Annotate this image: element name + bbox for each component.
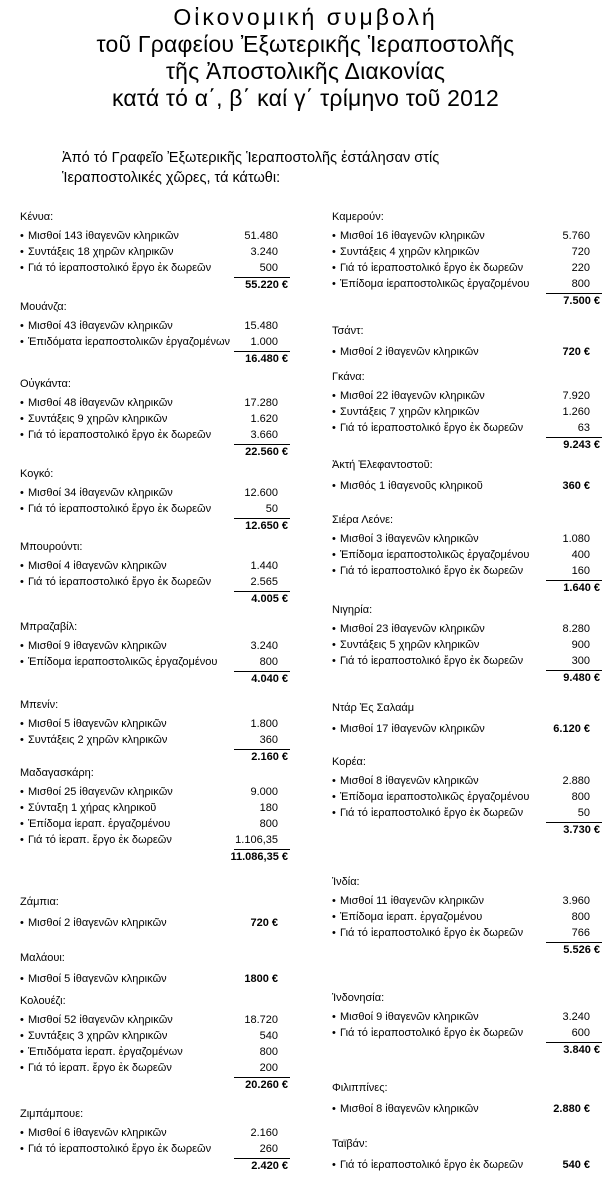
line-label: Μισθοί 143 ἰθαγενῶν κληρικῶν <box>28 230 179 242</box>
line-amount: 400 <box>571 549 590 561</box>
page-title <box>0 4 611 112</box>
section-total: 2.420 € <box>251 1160 288 1172</box>
country-name: Νιγηρία: <box>332 604 373 616</box>
bullet-icon: • <box>332 390 336 402</box>
line-label: Μισθοί 9 ἰθαγενῶν κληρικῶν <box>340 1011 479 1023</box>
line-amount: 15.480 <box>244 320 278 332</box>
line-amount: 720 € <box>250 917 278 929</box>
line-amount: 900 <box>571 639 590 651</box>
country-name: Κένυα: <box>20 211 54 223</box>
bullet-icon: • <box>20 640 24 652</box>
budget-line <box>332 1009 602 1025</box>
budget-line <box>332 388 602 404</box>
section-total: 1.640 € <box>563 582 600 594</box>
budget-line <box>20 244 290 260</box>
line-amount: 1.800 <box>250 718 278 730</box>
line-label: Ἐπίδομα ἱεραποστολικῶς ἐργαζομένου <box>340 549 530 561</box>
country-section <box>332 1081 602 1117</box>
bullet-icon: • <box>20 973 24 985</box>
line-label: Γιά τό ἱεραποστολικό ἔργο ἐκ δωρεῶν <box>28 576 212 588</box>
line-amount: 2.880 € <box>553 1103 590 1115</box>
line-label: Γιά τό ἱεραποστολικό ἔργο ἐκ δωρεῶν <box>28 429 212 441</box>
line-amount: 800 <box>259 656 278 668</box>
budget-line <box>332 805 602 821</box>
intro-line-2: Ἱεραποστολικές χῶρες, τά κάτωθι: <box>62 170 281 186</box>
country-section <box>20 620 290 686</box>
country-name: Μουάνζα: <box>20 301 67 313</box>
budget-line <box>332 244 602 260</box>
country-section <box>332 755 602 837</box>
line-label: Μισθοί 6 ἰθαγενῶν κληρικῶν <box>28 1127 167 1139</box>
section-total: 12.650 € <box>245 520 288 532</box>
line-amount: 160 <box>571 565 590 577</box>
line-label: Συντάξεις 5 χηρῶν κληρικῶν <box>340 639 480 651</box>
line-amount: 9.000 <box>250 786 278 798</box>
country-section <box>332 458 602 494</box>
country-name: Μπραζαβίλ: <box>20 621 78 633</box>
line-amount: 1.000 <box>250 336 278 348</box>
line-label: Γιά τό ἱεραποστολικό ἔργο ἐκ δωρεῶν <box>28 503 212 515</box>
intro-text <box>62 148 602 188</box>
budget-line <box>332 721 602 737</box>
bullet-icon: • <box>20 786 24 798</box>
budget-line <box>20 654 290 670</box>
budget-line <box>20 1125 290 1141</box>
section-total: 3.730 € <box>563 824 600 836</box>
section-total: 9.480 € <box>563 672 600 684</box>
line-label: Μισθοί 25 ἰθαγενῶν κληρικῶν <box>28 786 173 798</box>
bullet-icon: • <box>20 917 24 929</box>
budget-line <box>20 485 290 501</box>
country-name: Κολουέζι: <box>20 995 66 1007</box>
country-name: Ζάμπια: <box>20 896 59 908</box>
line-amount: 300 <box>571 655 590 667</box>
bullet-icon: • <box>332 791 336 803</box>
country-section <box>20 300 290 366</box>
country-name: Σιέρα Λεόνε: <box>332 514 394 526</box>
country-section <box>332 701 602 737</box>
bullet-icon: • <box>20 487 24 499</box>
bullet-icon: • <box>20 834 24 846</box>
bullet-icon: • <box>332 927 336 939</box>
budget-line <box>332 420 602 436</box>
section-total: 22.560 € <box>245 446 288 458</box>
line-label: Γιά τό ἱεραποστολικό ἔργο ἐκ δωρεῶν <box>340 655 524 667</box>
budget-line <box>20 1012 290 1028</box>
bullet-icon: • <box>332 533 336 545</box>
country-section <box>20 210 290 292</box>
line-amount: 500 <box>259 262 278 274</box>
line-label: Μισθοί 9 ἰθαγενῶν κληρικῶν <box>28 640 167 652</box>
bullet-icon: • <box>20 802 24 814</box>
line-amount: 12.600 <box>244 487 278 499</box>
line-label: Ἐπιδόματα ἱεραπ. ἐργαζομένων <box>28 1046 183 1058</box>
bullet-icon: • <box>20 246 24 258</box>
budget-line <box>20 318 290 334</box>
budget-line <box>332 621 602 637</box>
line-label: Ἐπιδόματα ἱεραποστολικῶν ἐργαζομένων <box>28 336 231 348</box>
bullet-icon: • <box>20 1046 24 1058</box>
line-amount: 540 <box>259 1030 278 1042</box>
line-amount: 260 <box>259 1143 278 1155</box>
country-name: Μαλάουι: <box>20 952 65 964</box>
country-name: Ταϊβάν: <box>332 1138 368 1150</box>
bullet-icon: • <box>332 406 336 418</box>
line-label: Μισθοί 8 ἰθαγενῶν κληρικῶν <box>340 1103 479 1115</box>
budget-line <box>20 334 290 350</box>
country-section <box>332 210 602 308</box>
title-line-2: τοῦ Γραφείου Ἐξωτερικῆς Ἱεραποστολῆς <box>96 31 515 57</box>
budget-line <box>332 773 602 789</box>
country-name: Ἀκτή Ἐλεφαντοστοῦ: <box>332 459 433 471</box>
line-label: Γιά τό ἱεραπ. ἔργο ἐκ δωρεῶν <box>28 1062 172 1074</box>
line-amount: 3.240 <box>250 640 278 652</box>
bullet-icon: • <box>20 818 24 830</box>
line-label: Μισθοί 17 ἰθαγενῶν κληρικῶν <box>340 723 485 735</box>
line-label: Μισθοί 8 ἰθαγενῶν κληρικῶν <box>340 775 479 787</box>
budget-line <box>20 1060 290 1076</box>
section-total: 5.526 € <box>563 944 600 956</box>
country-section <box>20 994 290 1092</box>
line-amount: 720 € <box>562 346 590 358</box>
intro-line-1: Ἀπό τό Γραφεῖο Ἐξωτερικῆς Ἱεραποστολῆς ἐστάλησαν στίς <box>62 150 440 166</box>
country-section <box>332 324 602 360</box>
budget-line <box>332 547 602 563</box>
budget-line <box>20 574 290 590</box>
line-amount: 50 <box>577 807 590 819</box>
bullet-icon: • <box>20 1014 24 1026</box>
country-name: Ντάρ Ἐς Σαλαάμ <box>332 702 415 714</box>
bullet-icon: • <box>332 1011 336 1023</box>
bullet-icon: • <box>332 655 336 667</box>
line-amount: 800 <box>259 818 278 830</box>
bullet-icon: • <box>332 262 336 274</box>
budget-line <box>332 909 602 925</box>
bullet-icon: • <box>20 1143 24 1155</box>
line-amount: 360 <box>259 734 278 746</box>
line-amount: 7.920 <box>562 390 590 402</box>
line-label: Μισθοί 2 ἰθαγενῶν κληρικῶν <box>340 346 479 358</box>
bullet-icon: • <box>20 576 24 588</box>
country-section <box>20 766 290 864</box>
section-total: 4.040 € <box>251 673 288 685</box>
country-section <box>20 1107 290 1173</box>
bullet-icon: • <box>332 723 336 735</box>
line-amount: 6.120 € <box>553 723 590 735</box>
bullet-icon: • <box>332 911 336 923</box>
budget-line <box>20 915 290 931</box>
bullet-icon: • <box>332 1159 336 1171</box>
line-amount: 766 <box>571 927 590 939</box>
line-label: Γιά τό ἱεραποστολικό ἔργο ἐκ δωρεῶν <box>340 1159 524 1171</box>
line-label: Μισθός 1 ἰθαγενοῦς κληρικοῦ <box>340 480 483 492</box>
line-label: Γιά τό ἱεραποστολικό ἔργο ἐκ δωρεῶν <box>340 1027 524 1039</box>
line-amount: 3.960 <box>562 895 590 907</box>
country-name: Οὐγκάντα: <box>20 378 71 390</box>
line-label: Συντάξεις 9 χηρῶν κληρικῶν <box>28 413 168 425</box>
line-amount: 5.760 <box>562 230 590 242</box>
budget-line <box>20 427 290 443</box>
section-total: 7.500 € <box>563 295 600 307</box>
country-name: Μπουρούντι: <box>20 541 83 553</box>
budget-line <box>332 344 602 360</box>
line-label: Γιά τό ἱεραποστολικό ἔργο ἐκ δωρεῶν <box>340 262 524 274</box>
line-label: Συντάξεις 2 χηρῶν κληρικῶν <box>28 734 168 746</box>
line-amount: 17.280 <box>244 397 278 409</box>
title-line-4: κατά τό α΄, β΄ καί γ΄ τρίμηνο τοῦ 2012 <box>111 85 500 111</box>
country-section <box>20 698 290 764</box>
budget-line <box>332 1101 602 1117</box>
line-label: Μισθοί 11 ἰθαγενῶν κληρικῶν <box>340 895 484 907</box>
line-label: Ἐπίδομα ἱεραποστολικῶς ἐργαζομένου <box>28 656 218 668</box>
bullet-icon: • <box>332 480 336 492</box>
budget-line <box>20 784 290 800</box>
bullet-icon: • <box>20 503 24 515</box>
line-label: Συντάξεις 7 χηρῶν κληρικῶν <box>340 406 480 418</box>
line-amount: 600 <box>571 1027 590 1039</box>
bullet-icon: • <box>332 246 336 258</box>
bullet-icon: • <box>20 320 24 332</box>
line-label: Μισθοί 3 ἰθαγενῶν κληρικῶν <box>340 533 479 545</box>
line-label: Ἐπίδομα ἱεραποστολικῶς ἐργαζομένου <box>340 278 530 290</box>
line-amount: 18.720 <box>244 1014 278 1026</box>
line-label: Μισθοί 5 ἰθαγενῶν κληρικῶν <box>28 718 167 730</box>
section-total: 55.220 € <box>245 279 288 291</box>
budget-line <box>332 925 602 941</box>
line-label: Μισθοί 23 ἰθαγενῶν κληρικῶν <box>340 623 485 635</box>
country-section <box>332 991 602 1057</box>
line-label: Μισθοί 4 ἰθαγενῶν κληρικῶν <box>28 560 167 572</box>
budget-line <box>20 260 290 276</box>
budget-line <box>332 478 602 494</box>
country-name: Τσάντ: <box>332 325 364 337</box>
bullet-icon: • <box>20 336 24 348</box>
line-label: Γιά τό ἱεραποστολικό ἔργο ἐκ δωρεῶν <box>28 1143 212 1155</box>
line-amount: 3.660 <box>250 429 278 441</box>
country-section <box>20 377 290 459</box>
line-amount: 3.240 <box>250 246 278 258</box>
line-amount: 800 <box>571 791 590 803</box>
bullet-icon: • <box>332 549 336 561</box>
line-amount: 1800 € <box>244 973 278 985</box>
country-name: Ἰνδονησία: <box>332 992 385 1004</box>
bullet-icon: • <box>332 639 336 651</box>
bullet-icon: • <box>332 422 336 434</box>
bullet-icon: • <box>20 656 24 668</box>
country-name: Κογκό: <box>20 468 54 480</box>
section-total: 3.840 € <box>563 1044 600 1056</box>
line-label: Μισθοί 5 ἰθαγενῶν κληρικῶν <box>28 973 167 985</box>
line-amount: 800 <box>259 1046 278 1058</box>
line-label: Γιά τό ἱεραποστολικό ἔργο ἐκ δωρεῶν <box>28 262 212 274</box>
line-label: Μισθοί 52 ἰθαγενῶν κληρικῶν <box>28 1014 173 1026</box>
budget-line <box>20 832 290 848</box>
budget-line <box>20 800 290 816</box>
bullet-icon: • <box>20 1030 24 1042</box>
line-label: Μισθοί 22 ἰθαγενῶν κληρικῶν <box>340 390 485 402</box>
country-section <box>20 467 290 533</box>
line-label: Γιά τό ἱεραποστολικό ἔργο ἐκ δωρεῶν <box>340 927 524 939</box>
line-amount: 180 <box>259 802 278 814</box>
line-label: Γιά τό ἱεραποστολικό ἔργο ἐκ δωρεῶν <box>340 565 524 577</box>
bullet-icon: • <box>20 560 24 572</box>
budget-line <box>332 404 602 420</box>
bullet-icon: • <box>20 1127 24 1139</box>
line-amount: 2.160 <box>250 1127 278 1139</box>
bullet-icon: • <box>332 1103 336 1115</box>
budget-line <box>332 228 602 244</box>
budget-line <box>332 637 602 653</box>
line-label: Συντάξεις 18 χηρῶν κληρικῶν <box>28 246 174 258</box>
line-label: Συντάξεις 3 χηρῶν κληρικῶν <box>28 1030 168 1042</box>
bullet-icon: • <box>332 623 336 635</box>
bullet-icon: • <box>20 1062 24 1074</box>
bullet-icon: • <box>332 775 336 787</box>
line-label: Μισθοί 2 ἰθαγενῶν κληρικῶν <box>28 917 167 929</box>
bullet-icon: • <box>20 397 24 409</box>
country-section <box>332 875 602 957</box>
line-amount: 51.480 <box>244 230 278 242</box>
line-label: Γιά τό ἱεραποστολικό ἔργο ἐκ δωρεῶν <box>340 807 524 819</box>
section-total: 16.480 € <box>245 353 288 365</box>
bullet-icon: • <box>20 429 24 441</box>
line-amount: 1.106,35 <box>235 834 278 846</box>
country-section <box>332 1137 602 1173</box>
country-name: Γκάνα: <box>332 371 365 383</box>
budget-line <box>20 638 290 654</box>
line-label: Μισθοί 43 ἰθαγενῶν κληρικῶν <box>28 320 173 332</box>
budget-line <box>20 228 290 244</box>
line-label: Γιά τό ἱεραποστολικό ἔργο ἐκ δωρεῶν <box>340 422 524 434</box>
country-name: Ζιμπάμπουε: <box>20 1108 84 1120</box>
line-amount: 2.880 <box>562 775 590 787</box>
budget-line <box>20 558 290 574</box>
bullet-icon: • <box>332 807 336 819</box>
country-section <box>332 370 602 452</box>
line-amount: 1.620 <box>250 413 278 425</box>
section-total: 2.160 € <box>251 751 288 763</box>
line-amount: 1.080 <box>562 533 590 545</box>
country-section <box>20 895 290 931</box>
line-label: Μισθοί 16 ἰθαγενῶν κληρικῶν <box>340 230 485 242</box>
budget-line <box>332 276 602 292</box>
budget-line <box>20 716 290 732</box>
section-total: 9.243 € <box>563 439 600 451</box>
country-name: Φιλιππίνες: <box>332 1082 388 1094</box>
line-amount: 200 <box>259 1062 278 1074</box>
budget-line <box>20 395 290 411</box>
line-amount: 1.440 <box>250 560 278 572</box>
line-amount: 2.565 <box>250 576 278 588</box>
line-amount: 720 <box>571 246 590 258</box>
line-amount: 800 <box>571 278 590 290</box>
bullet-icon: • <box>332 230 336 242</box>
budget-line <box>20 816 290 832</box>
line-amount: 63 <box>577 422 590 434</box>
line-label: Γιά τό ἱεραπ. ἔργο ἐκ δωρεῶν <box>28 834 172 846</box>
budget-line <box>20 1028 290 1044</box>
title-line-3: τῆς Ἀποστολικῆς Διακονίας <box>165 58 446 84</box>
line-label: Σύνταξη 1 χήρας κληρικοῦ <box>28 802 157 814</box>
country-name: Κορέα: <box>332 756 366 768</box>
line-amount: 360 € <box>562 480 590 492</box>
line-amount: 540 € <box>562 1159 590 1171</box>
country-section <box>332 513 602 595</box>
budget-line <box>332 893 602 909</box>
budget-line <box>20 732 290 748</box>
budget-line <box>20 1141 290 1157</box>
bullet-icon: • <box>20 413 24 425</box>
bullet-icon: • <box>332 346 336 358</box>
country-name: Καμερούν: <box>332 211 384 223</box>
section-total: 11.086,35 € <box>230 851 288 863</box>
budget-line <box>332 1157 602 1173</box>
line-amount: 220 <box>571 262 590 274</box>
title-line-1: Οἰκονομική συμβολή <box>173 4 438 30</box>
line-label: Ἐπίδομα ἱεραπ. ἐργαζομένου <box>340 911 483 923</box>
country-name: Ἰνδία: <box>332 876 360 888</box>
country-name: Μπενίν: <box>20 699 59 711</box>
line-amount: 800 <box>571 911 590 923</box>
line-amount: 50 <box>265 503 278 515</box>
bullet-icon: • <box>20 718 24 730</box>
bullet-icon: • <box>332 565 336 577</box>
budget-line <box>332 789 602 805</box>
country-section <box>20 951 290 987</box>
bullet-icon: • <box>332 1027 336 1039</box>
budget-line <box>332 563 602 579</box>
budget-line <box>332 531 602 547</box>
budget-line <box>332 1025 602 1041</box>
line-label: Μισθοί 34 ἰθαγενῶν κληρικῶν <box>28 487 173 499</box>
bullet-icon: • <box>332 895 336 907</box>
line-amount: 8.280 <box>562 623 590 635</box>
country-section <box>20 540 290 606</box>
country-name: Μαδαγασκάρη: <box>20 767 94 779</box>
bullet-icon: • <box>332 278 336 290</box>
line-amount: 1.260 <box>562 406 590 418</box>
bullet-icon: • <box>20 230 24 242</box>
budget-line <box>332 653 602 669</box>
country-section <box>332 603 602 685</box>
budget-line <box>332 260 602 276</box>
budget-line <box>20 1044 290 1060</box>
line-label: Ἐπίδομα ἱεραπ. ἐργαζομένου <box>28 818 171 830</box>
budget-line <box>20 971 290 987</box>
bullet-icon: • <box>20 262 24 274</box>
line-label: Μισθοί 48 ἰθαγενῶν κληρικῶν <box>28 397 173 409</box>
section-total: 4.005 € <box>251 593 288 605</box>
budget-line <box>20 411 290 427</box>
line-label: Ἐπίδομα ἱεραποστολικῶς ἐργαζομένου <box>340 791 530 803</box>
budget-line <box>20 501 290 517</box>
section-total: 20.260 € <box>245 1079 288 1091</box>
bullet-icon: • <box>20 734 24 746</box>
line-amount: 3.240 <box>562 1011 590 1023</box>
line-label: Συντάξεις 4 χηρῶν κληρικῶν <box>340 246 480 258</box>
